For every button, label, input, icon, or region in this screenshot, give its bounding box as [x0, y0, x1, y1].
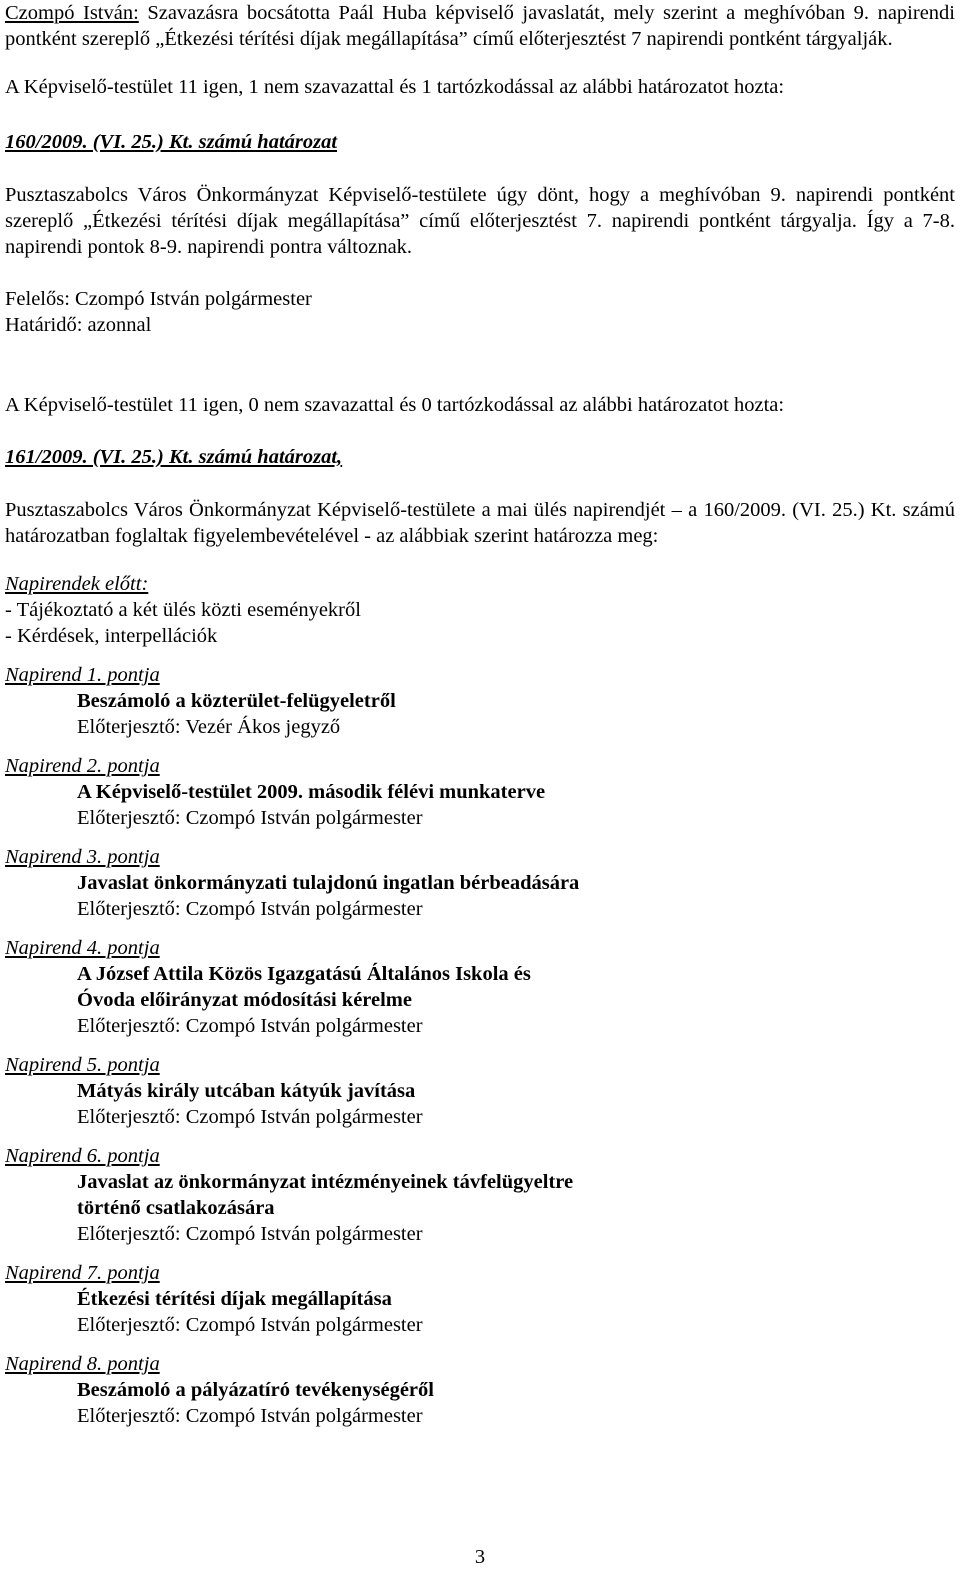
agenda-item-heading: Napirend 5. pontja	[5, 1054, 160, 1076]
agenda-item-heading: Napirend 4. pontja	[5, 937, 160, 959]
agenda-item	[5, 1143, 955, 1247]
agenda-item-heading: Napirend 7. pontja	[5, 1262, 160, 1284]
agenda-item-title: Javaslat önkormányzati tulajdonú ingatlan bérbeadására	[77, 872, 580, 894]
intro-paragraph	[5, 0, 955, 52]
before-agenda-item: - Tájékoztató a két ülés közti eseményekről	[5, 599, 361, 621]
agenda-item	[5, 1260, 955, 1338]
document-page	[5, 0, 955, 1429]
agenda-item-title: Beszámoló a közterület-felügyeletről	[77, 690, 396, 712]
agenda-item	[5, 935, 955, 1039]
intro-text-rest: napirendi pontként szereplő „Étkezési térítési díjak megállapítása” című előterjesztést 7 napirendi pontként tárgyalják.	[5, 2, 955, 50]
agenda-item	[5, 844, 955, 922]
agenda-item-heading: Napirend 2. pontja	[5, 755, 160, 777]
agenda-item	[5, 753, 955, 831]
intro-text-line1: Szavazásra bocsátotta Paál Huba képviselő javaslatát, mely szerint a meghívóban 9.	[138, 2, 870, 24]
agenda-item	[5, 1351, 955, 1429]
agenda-item-heading: Napirend 3. pontja	[5, 846, 160, 868]
agenda-item-title: Javaslat az önkormányzat intézményeinek távfelügyeltre	[77, 1171, 574, 1193]
agenda-item-heading: Napirend 6. pontja	[5, 1145, 160, 1167]
agenda-item-title: Óvoda előirányzat módosítási kérelme	[77, 989, 412, 1011]
agenda-item-presenter: Előterjesztő: Vezér Ákos jegyző	[77, 716, 341, 738]
agenda-item	[5, 662, 955, 740]
agenda-item-title: Étkezési térítési díjak megállapítása	[77, 1288, 392, 1310]
agenda-item-presenter: Előterjesztő: Czompó István polgármester	[77, 807, 423, 829]
agenda-item-presenter: Előterjesztő: Czompó István polgármester	[77, 898, 423, 920]
before-agenda-item: - Kérdések, interpellációk	[5, 625, 218, 647]
resolution-160-body: Pusztaszabolcs Város Önkormányzat Képviselő-testülete úgy dönt, hogy a meghívóban 9. napirendi pontként szereplő „Étkezési térítési díjak megállapítása” című előterjesztést 7. napirendi pontként tárgyalja. Így a 7-8. napirendi pontok 8-9. napirendi pontra változnak.	[5, 184, 955, 258]
agenda-item-heading: Napirend 1. pontja	[5, 664, 160, 686]
agenda-item-presenter: Előterjesztő: Czompó István polgármester	[77, 1314, 423, 1336]
agenda-item-heading: Napirend 8. pontja	[5, 1353, 160, 1375]
agenda-item	[5, 1052, 955, 1130]
resolution-161-title: 161/2009. (VI. 25.) Kt. számú határozat,	[5, 446, 343, 468]
resolution-160-title: 160/2009. (VI. 25.) Kt. számú határozat	[5, 131, 338, 153]
vote-statement-1: A Képviselő-testület 11 igen, 1 nem szavazattal és 1 tartózkodással az alábbi határozatot hozta:	[5, 76, 785, 98]
agenda-item-presenter: Előterjesztő: Czompó István polgármester	[77, 1223, 423, 1245]
agenda-item-title: Mátyás király utcában kátyúk javítása	[77, 1080, 416, 1102]
before-agenda-heading: Napirendek előtt:	[5, 573, 149, 595]
deadline-line: Határidő: azonnal	[5, 314, 152, 336]
agenda-item-title: A József Attila Közös Igazgatású Általános Iskola és	[77, 963, 531, 985]
vote-statement-2: A Képviselő-testület 11 igen, 0 nem szavazattal és 0 tartózkodással az alábbi határozatot hozta:	[5, 394, 785, 416]
agenda-item-presenter: Előterjesztő: Czompó István polgármester	[77, 1015, 423, 1037]
page-number: 3	[474, 1546, 486, 1568]
agenda-item-presenter: Előterjesztő: Czompó István polgármester	[77, 1106, 423, 1128]
agenda-list	[5, 662, 955, 1429]
responsible-line: Felelős: Czompó István polgármester	[5, 288, 312, 310]
resolution-161-body: Pusztaszabolcs Város Önkormányzat Képviselő-testülete a mai ülés napirendjét – a 160/2009. (VI. 25.) Kt. számú határozatban foglaltak figyelembevételével - az alábbiak szerint határozza meg:	[5, 499, 955, 547]
agenda-item-title: történő csatlakozására	[77, 1197, 275, 1219]
agenda-item-title: A Képviselő-testület 2009. második félévi munkaterve	[77, 781, 546, 803]
agenda-item-title: Beszámoló a pályázatíró tevékenységéről	[77, 1379, 434, 1401]
speaker-name: Czompó István:	[5, 2, 139, 24]
agenda-item-presenter: Előterjesztő: Czompó István polgármester	[77, 1405, 423, 1427]
